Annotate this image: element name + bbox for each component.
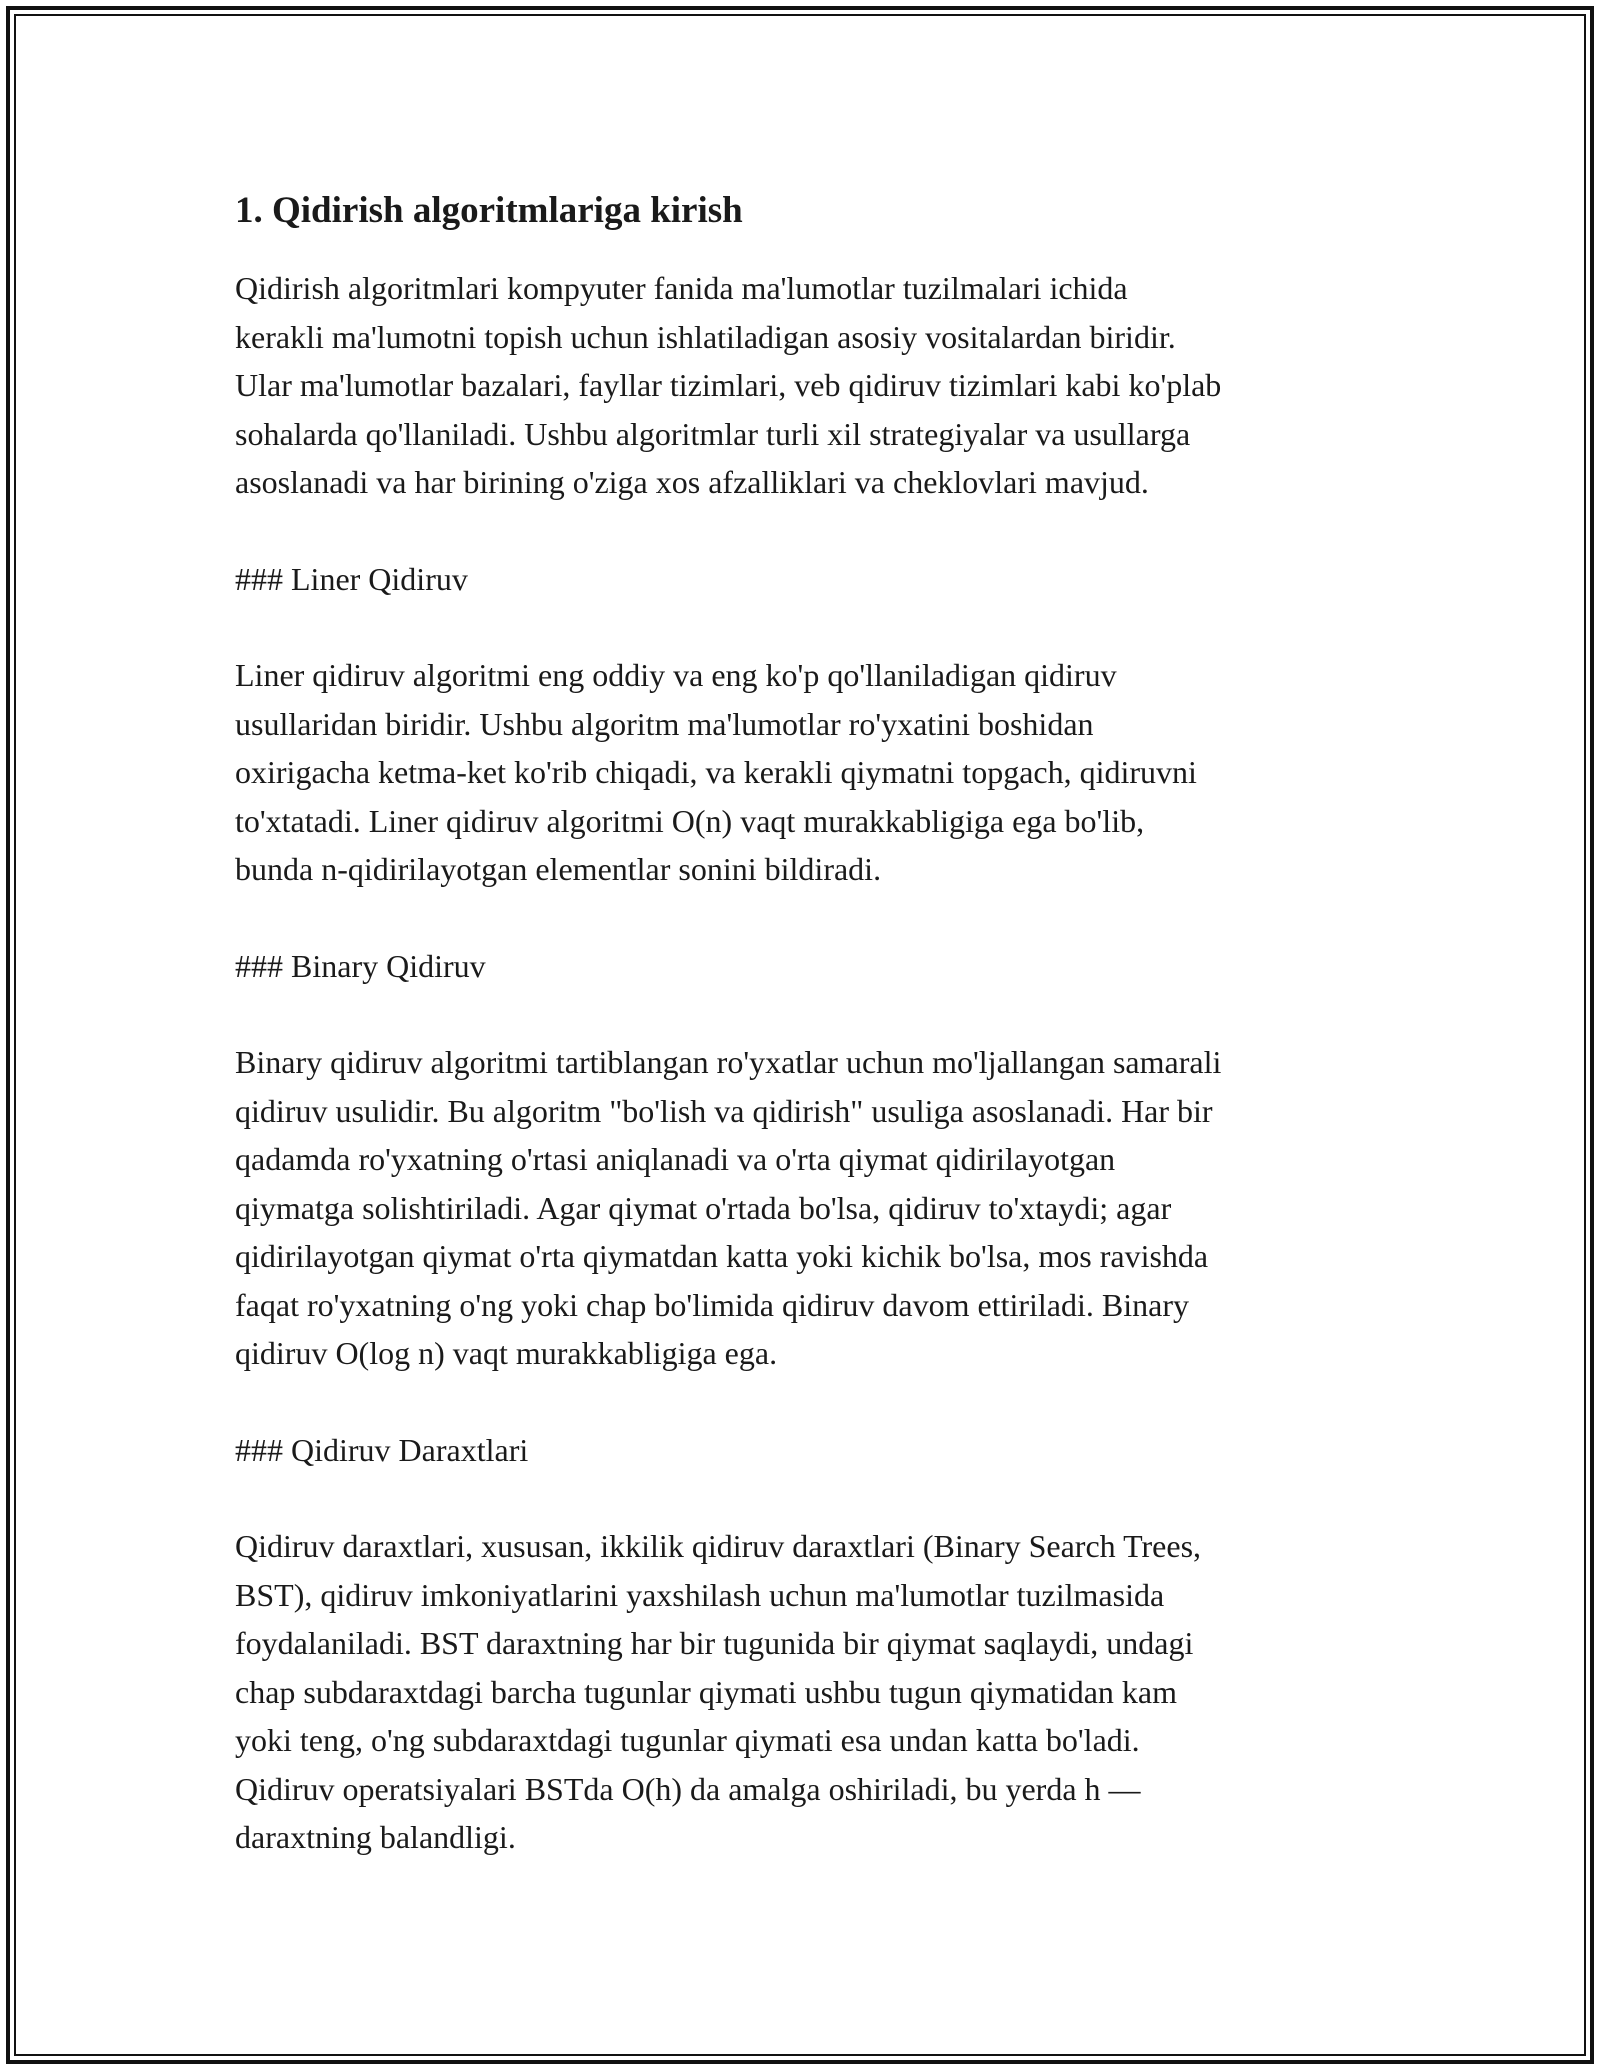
section-body-binary: Binary qidiruv algoritmi tartiblangan ro'yxatlar uchun mo'ljallangan samarali qidiruv usulidir. Bu algoritm "bo'lish va qidirish" usuliga asoslanadi. Har bir qadamda ro'yxatning o'rtasi aniqlanadi va o'rta qiymat qidirilayotgan qiymatga solishtiriladi. Agar qiymat o'rtada bo'lsa, qidiruv to'xtaydi; agar qidirilayotgan qiymat o'rta qiymatdan katta yoki kichik bo'lsa, mos ravishda faqat ro'yxatning o'ng yoki chap bo'limida qidiruv davom ettiriladi. Binary qidiruv O(log n) vaqt murakkabligiga ega. (235, 1044, 1222, 1371)
section-heading-binary: ### Binary Qidiruv (235, 947, 486, 984)
spacer (235, 1378, 1385, 1426)
section-heading-liner: ### Liner Qidiruv (235, 560, 468, 597)
document-page (235, 186, 1385, 1862)
spacer (235, 603, 1385, 651)
section-body-liner: Liner qidiruv algoritmi eng oddiy va eng ko'p qo'llaniladigan qidiruv usullaridan biridir. Ushbu algoritm ma'lumotlar ro'yxatini boshidan oxirigacha ketma-ket ko'rib chiqadi, va kerakli qiymatni topgach, qidiruvni to'xtatadi. Liner qidiruv algoritmi O(n) vaqt murakkabligiga ega bo'lib, bunda n-qidirilayotgan elementlar sonini bildiradi. (235, 657, 1197, 887)
spacer (235, 1474, 1385, 1522)
section-heading-trees: ### Qidiruv Daraxtlari (235, 1431, 529, 1468)
spacer (235, 990, 1385, 1038)
intro-paragraph: Qidirish algoritmlari kompyuter fanida ma'lumotlar tuzilmalari ichida kerakli ma'lumotni topish uchun ishlatiladigan asosiy vositalardan biridir. Ular ma'lumotlar bazalari, fayllar tizimlari, veb qidiruv tizimlari kabi ko'plab sohalarda qo'llaniladi. Ushbu algoritmlar turli xil strategiyalar va usullarga asoslanadi va har birining o'ziga xos afzalliklari va cheklovlari mavjud. (235, 270, 1222, 500)
spacer (235, 507, 1385, 555)
spacer (235, 894, 1385, 942)
section-body-trees: Qidiruv daraxtlari, xususan, ikkilik qidiruv daraxtlari (Binary Search Trees, BST), qidiruv imkoniyatlarini yaxshilash uchun ma'lumotlar tuzilmasida foydalaniladi. BST daraxtning har bir tugunida bir qiymat saqlaydi, undagi chap subdaraxtdagi barcha tugunlar qiymati ushbu tugun qiymatidan kam yoki teng, o'ng subdaraxtdagi tugunlar qiymati esa undan katta bo'ladi. Qidiruv operatsiyalari BSTda O(h) da amalga oshiriladi, bu yerda h — daraxtning balandligi. (235, 1528, 1202, 1855)
document-title: 1. Qidirish algoritmlariga kirish (235, 190, 743, 231)
